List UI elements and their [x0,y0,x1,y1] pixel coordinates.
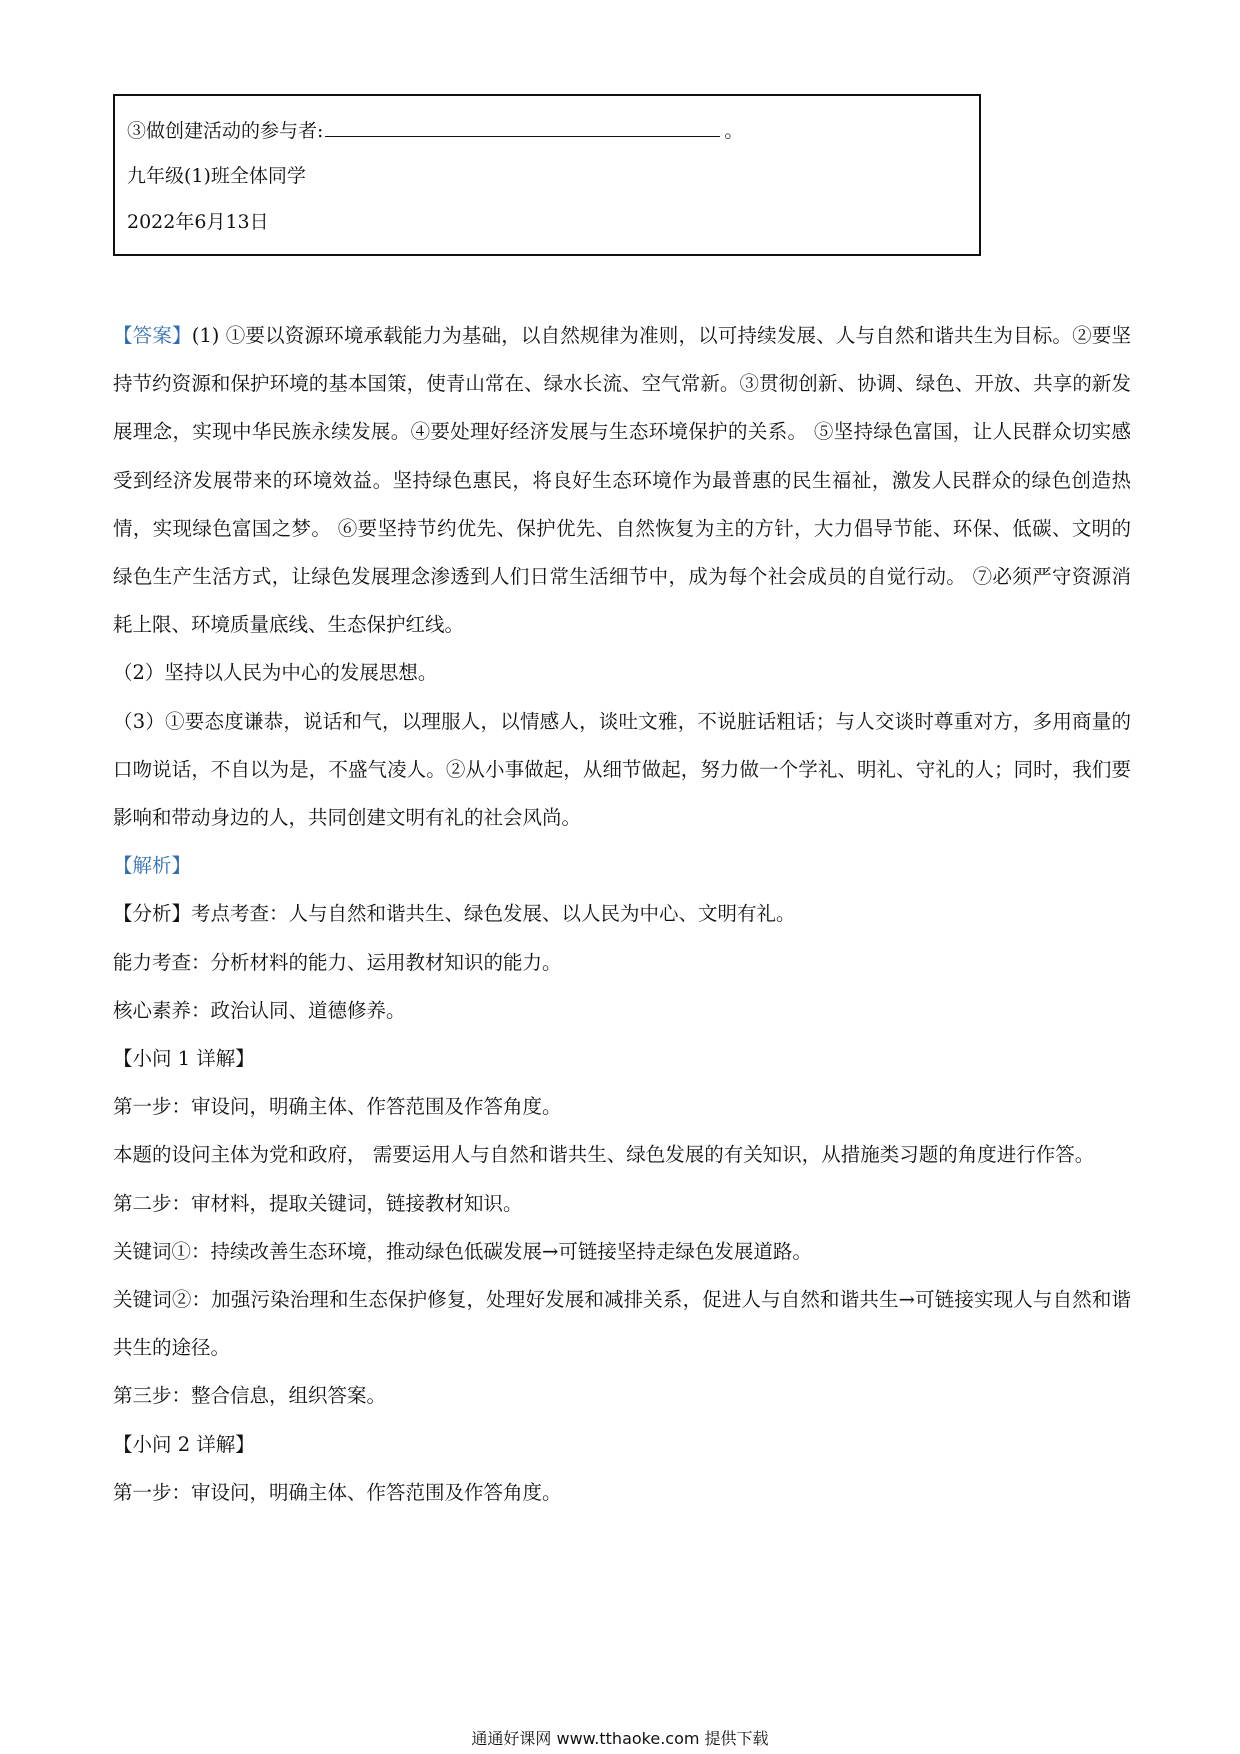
analysis-label: 【解析】 [113,854,192,878]
letter-date: 2022年6月13日 [127,211,269,233]
analysis-line: 关键词②：加强污染治理和生态保护修复，处理好发展和减排关系，促进人与自然和谐共生→可链接实现人与自然和谐共生的途径。 [113,1288,1131,1360]
letter-box [113,94,981,256]
answer-label: 【答案】 [113,324,192,347]
answer-paragraph-2: （2）坚持以人民为中心的发展思想。 [113,661,438,685]
answer-text-1: (1) ①要以资源环境承载能力为基础，以自然规律为准则，以可持续发展、人与自然和谐共生为目标。②要坚持节约资源和保护环境的基本国策，使青山常在、绿水长流、空气常新。③贯彻创新、协调、绿色、开放、共享的新发展理念，实现中华民族永续发展。④要处理好经济发展与生态环境保护的关系。 ⑤坚持绿色富国，让人民群众切实感受到经济发展带来的环境效益。坚持绿色惠民，将良好生态环境作为最普惠的民生福祉，激发人民群众的绿色创造热情，实现绿色富国之梦。 ⑥要坚持节约优先、保护优先、自然恢复为主的方针，大力倡导节能、环保、低碳、文明的绿色生产生活方式，让绿色发展理念渗透到人们日常生活细节中，成为每个社会成员的自觉行动。 ⑦必须严守资源消耗上限、环境质量底线、生态保护红线。 [113,324,1131,637]
answer-paragraph-3: （3）①要态度谦恭，说话和气，以理服人，以情感人，谈吐文雅，不说脏话粗话；与人交谈时尊重对方，多用商量的口吻说话，不自以为是，不盛气凌人。②从小事做起，从细节做起，努力做一个学礼、明礼、守礼的人；同时，我们要影响和带动身边的人，共同创建文明有礼的社会风尚。 [113,709,1131,830]
analysis-line: 第一步：审设问，明确主体、作答范围及作答角度。 [113,1095,562,1119]
solution-content [113,312,1131,1517]
participant-prefix: ③做创建活动的参与者: [127,120,324,142]
analysis-line: 核心素养：政治认同、道德修养。 [113,998,406,1022]
page-footer: 通通好课网 www.tthaoke.com 提供下载 [471,1729,769,1748]
participant-suffix: 。 [724,120,744,142]
analysis-line: 能力考查：分析材料的能力、运用教材知识的能力。 [113,950,562,974]
analysis-line: 第二步：审材料，提取关键词，链接教材知识。 [113,1191,523,1215]
letter-signature: 九年级(1)班全体同学 [127,165,306,187]
analysis-line: 第三步：整合信息，组织答案。 [113,1384,387,1408]
analysis-line: 【小问 1 详解】 [113,1047,255,1071]
answer-paragraph-1 [113,312,1131,649]
answer-blank [325,118,720,137]
analysis-line: 关键词①：持续改善生态环境，推动绿色低碳发展→可链接坚持走绿色发展道路。 [113,1239,812,1263]
analysis-line: 第一步：审设问，明确主体、作答范围及作答角度。 [113,1480,562,1504]
analysis-line: 【分析】考点考查：人与自然和谐共生、绿色发展、以人民为中心、文明有礼。 [113,902,796,926]
analysis-line: 【小问 2 详解】 [113,1432,255,1456]
letter-line-participant [127,118,743,143]
analysis-line: 本题的设问主体为党和政府， 需要运用人与自然和谐共生、绿色发展的有关知识，从措施类习题的角度进行作答。 [113,1143,1095,1167]
